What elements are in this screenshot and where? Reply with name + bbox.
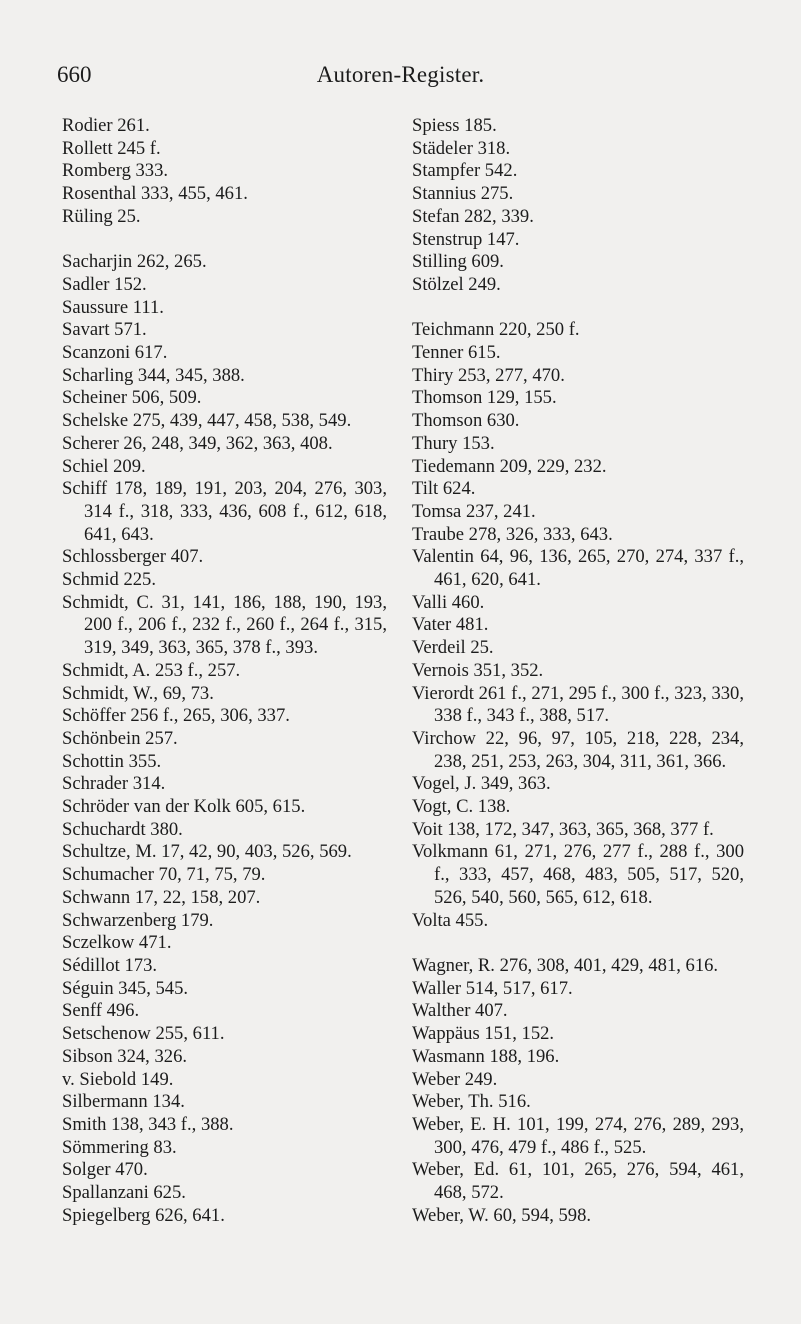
index-entry: Waller 514, 517, 617. [412,977,573,999]
index-entry: Valli 460. [412,591,485,613]
index-entry: Solger 470. [62,1159,148,1181]
index-entry: Voit 138, 172, 347, 363, 365, 368, 377 f. [412,818,714,840]
index-entry: Scherer 26, 248, 349, 362, 363, 408. [62,432,333,454]
index-entry: Schrader 314. [62,773,166,795]
index-entry: Schelske 275, 439, 447, 458, 538, 549. [62,410,352,432]
index-entry: Weber, Ed. 61, 101, 265, 276, 594, 461, 468, 572. [412,1159,744,1204]
index-entry: Scharling 344, 345, 388. [62,364,245,386]
index-entry: Thomson 630. [412,410,520,432]
index-entry: Sadler 152. [62,273,147,295]
index-entry: Thury 153. [412,432,495,454]
index-entry: Schmidt, A. 253 f., 257. [62,659,241,681]
index-entry: Schöffer 256 f., 265, 306, 337. [62,705,290,727]
index-entry: Virchow 22, 96, 97, 105, 218, 228, 234, 238, 251, 253, 263, 304, 311, 361, 366. [412,727,744,772]
index-entry: Vierordt 261 f., 271, 295 f., 300 f., 323, 330, 338 f., 343 f., 388, 517. [412,682,744,727]
index-entry: Schottin 355. [62,750,162,772]
index-entry: Weber, E. H. 101, 199, 274, 276, 289, 293, 300, 476, 479 f., 486 f., 525. [412,1113,744,1158]
index-entry: Verdeil 25. [412,637,494,659]
index-entry: Tomsa 237, 241. [412,500,536,522]
index-entry: Weber, W. 60, 594, 598. [412,1204,592,1226]
index-entry: Sczelkow 471. [62,932,172,954]
index-entry: Stannius 275. [412,183,514,205]
index-entry: Spiess 185. [412,115,497,136]
index-entry: Schröder van der Kolk 605, 615. [62,796,306,818]
index-entry: Sibson 324, 326. [62,1045,188,1067]
index-entry: Schiff 178, 189, 191, 203, 204, 276, 303, 314 f., 318, 333, 436, 608 f., 612, 618, 641, 643. [62,478,387,545]
index-entry: Tenner 615. [412,342,501,364]
index-column-left [62,115,387,1227]
index-entry: Wasmann 188, 196. [412,1045,560,1067]
section-gap [412,297,744,320]
index-entry: Weber 249. [412,1068,498,1090]
index-entry: Vernois 351, 352. [412,659,544,681]
index-entry: Teichmann 220, 250 f. [412,319,580,341]
section-gap [62,229,387,252]
index-entry: Vater 481. [412,614,489,636]
index-entry: Romberg 333. [62,160,169,182]
index-entry: Séguin 345, 545. [62,977,189,999]
index-entry: Volta 455. [412,909,489,931]
index-entry: Rodier 261. [62,115,150,136]
index-entry: Stölzel 249. [412,273,501,295]
index-entry: Setschenow 255, 611. [62,1023,225,1045]
index-entry: Sömmering 83. [62,1136,177,1158]
page-number: 660 [57,62,92,87]
index-entry: Schönbein 257. [62,727,178,749]
index-entry: Vogt, C. 138. [412,796,511,818]
index-entry: Senff 496. [62,1000,140,1022]
index-entry: Rosenthal 333, 455, 461. [62,183,248,205]
index-entry: Schmidt, C. 31, 141, 186, 188, 190, 193, 200 f., 206 f., 232 f., 260 f., 264 f., 315, 319, 349, 363, 365, 378 f., 393. [62,591,387,659]
page-header [0,62,801,92]
index-column-right [412,115,744,1227]
index-entry: Schmidt, W., 69, 73. [62,682,214,704]
running-title: Autoren-Register. [316,62,485,87]
index-entry: v. Siebold 149. [62,1068,174,1090]
index-entry: Schwarzenberg 179. [62,909,214,931]
index-entry: Schmid 225. [62,569,157,591]
index-entry: Sacharjin 262, 265. [62,251,207,273]
index-entry: Sédillot 173. [62,955,158,976]
index-entry: Wagner, R. 276, 308, 401, 429, 481, 616. [412,954,719,976]
index-entry: Rüling 25. [62,205,141,227]
index-entry: Saussure 111. [62,296,164,318]
index-entry: Schumacher 70, 71, 75, 79. [62,864,266,886]
index-entry: Stenstrup 147. [412,228,520,250]
index-entry: Scanzoni 617. [62,342,168,364]
index-entry: Traube 278, 326, 333, 643. [412,523,613,545]
index-entry: Stampfer 542. [412,160,518,182]
index-entry: Schlossberger 407. [62,546,204,568]
index-entry: Schiel 209. [62,455,146,477]
index-entry: Rollett 245 f. [62,137,161,159]
index-entry: Spiegelberg 626, 641. [62,1204,225,1226]
index-entry: Volkmann 61, 271, 276, 277 f., 288 f., 300 f., 333, 457, 468, 483, 505, 517, 520, 526, 540, 560, 565, 612, 618. [412,841,744,908]
index-entry: Tilt 624. [412,478,476,500]
index-entry: Vogel, J. 349, 363. [412,773,551,795]
index-entry: Städeler 318. [412,137,511,159]
index-entry: Stefan 282, 339. [412,205,534,227]
index-entry: Savart 571. [62,319,147,341]
index-entry: Spallanzani 625. [62,1182,186,1204]
index-entry: Wappäus 151, 152. [412,1023,555,1045]
index-entry: Scheiner 506, 509. [62,387,202,409]
index-entry: Smith 138, 343 f., 388. [62,1113,234,1135]
index-entry: Silbermann 134. [62,1091,185,1113]
index-entry: Schultze, M. 17, 42, 90, 403, 526, 569. [62,841,352,863]
index-entry: Tiedemann 209, 229, 232. [412,455,607,477]
index-entry: Weber, Th. 516. [412,1091,531,1113]
index-entry: Thiry 253, 277, 470. [412,364,565,386]
index-entry: Thomson 129, 155. [412,387,557,409]
index-entry: Schuchardt 380. [62,818,183,840]
section-gap [412,932,744,955]
index-entry: Valentin 64, 96, 136, 265, 270, 274, 337 f., 461, 620, 641. [412,546,744,591]
index-entry: Walther 407. [412,1000,508,1022]
index-entry: Stilling 609. [412,251,504,273]
index-entry: Schwann 17, 22, 158, 207. [62,886,261,908]
